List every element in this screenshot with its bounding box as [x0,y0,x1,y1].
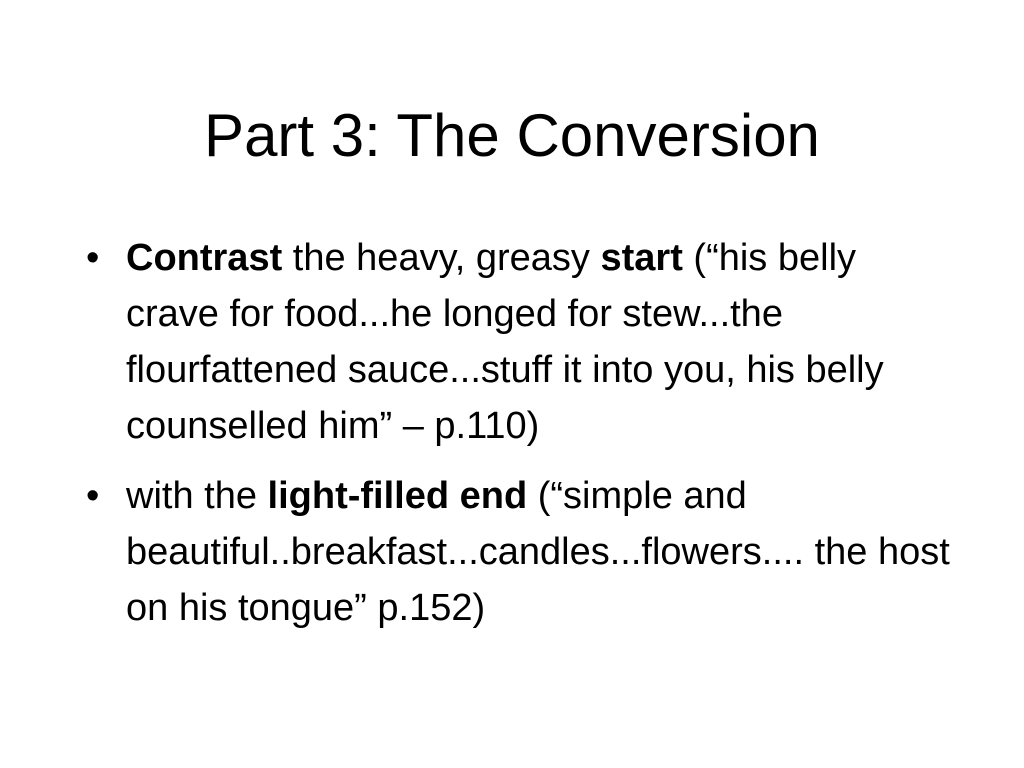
bullet-dot-icon: • [86,237,100,279]
bullet-text [126,237,884,447]
quote-text: (“simple and beautiful..breakfast...candles...flowers.... the host on his tongue” p.152) [126,475,950,629]
plain-text: the heavy, greasy [282,237,601,279]
plain-text: with the [126,475,268,517]
bullet-item-light-filled-end [86,468,956,636]
emphasis-text: Contrast [126,237,283,279]
slide-title: Part 3: The Conversion [204,102,820,169]
bullet-item-contrast [86,230,956,454]
bullet-text [126,475,950,629]
emphasis-text: start [600,237,683,279]
emphasis-text: light-filled end [267,475,528,517]
quote-text: (“his belly crave for food...he longed for stew...the flourfattened sauce...stuff it into you, his belly counselled him” – p.110) [126,237,884,447]
bullet-list [86,230,956,650]
bullet-dot-icon: • [86,475,100,517]
